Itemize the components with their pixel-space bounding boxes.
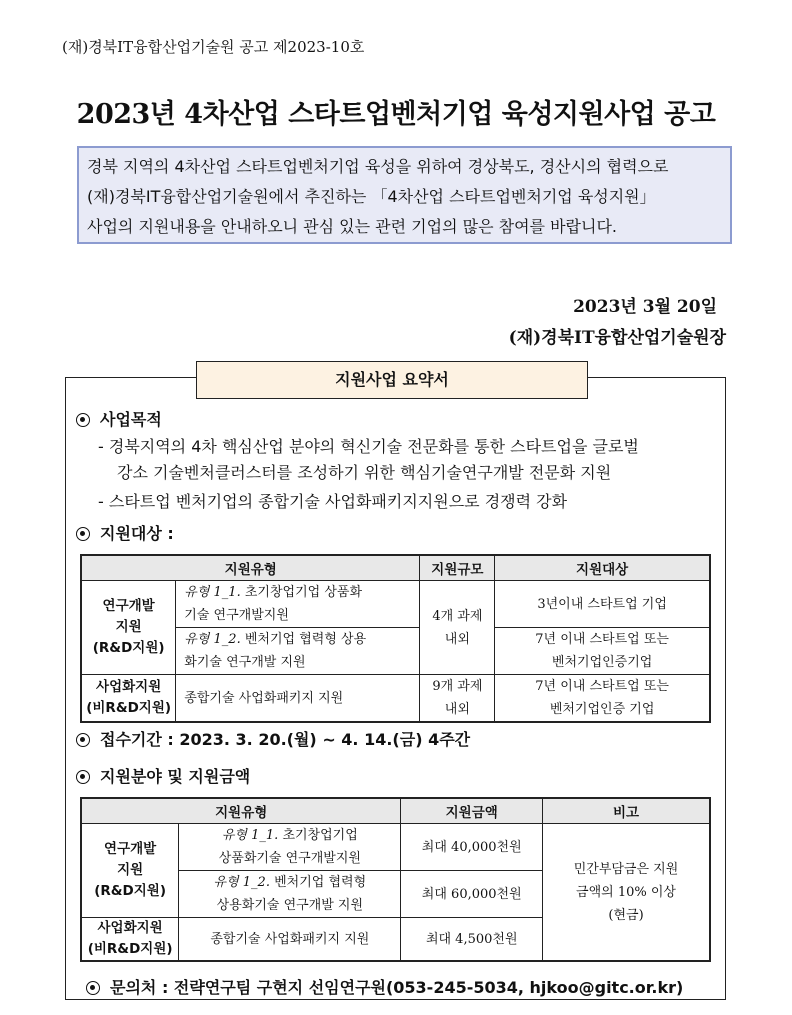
- bullet-icon: [76, 733, 90, 747]
- amount-cell: 최대 4,500천원: [401, 918, 543, 962]
- table-row: [81, 824, 710, 871]
- intro-line: (재)경북IT융합산업기술원에서 추진하는 「4차산업 스타트업벤처기업 육성지원」: [87, 187, 656, 206]
- target-table: [80, 554, 711, 723]
- page-title: 2023년 4차산업 스타트업벤처기업 육성지원사업 공고: [76, 99, 716, 130]
- type-cell: 종합기술 사업화패키지 지원: [176, 675, 420, 723]
- column-header: 지원대상: [495, 555, 710, 581]
- bullet-icon: [76, 770, 90, 784]
- table-row: [81, 628, 710, 675]
- purpose-line: - 경북지역의 4차 핵심산업 분야의 혁신기술 전문화를 통한 스타트업을 글로벌: [98, 437, 639, 456]
- type-cell: 유형 1_1. 초기창업기업 상품화 기술 연구개발지원: [176, 581, 420, 628]
- rd-category-cell: 연구개발 지원 (R&D지원): [81, 581, 176, 675]
- type-cell: 유형 1_2. 벤처기업 협력형 상용 화기술 연구개발 지원: [176, 628, 420, 675]
- column-header: 지원유형: [81, 555, 420, 581]
- bullet-icon: [86, 981, 100, 995]
- intro-line: 사업의 지원내용을 안내하오니 관심 있는 관련 기업의 많은 참여를 바랍니다.: [87, 217, 617, 236]
- purpose-heading-text: 사업목적: [100, 410, 162, 429]
- issuing-organization: (재)경북IT융합산업기술원장: [508, 328, 726, 348]
- note-cell: 민간부담금은 지원 금액의 10% 이상 (현금): [543, 824, 710, 962]
- scale-cell: 4개 과제 내외: [420, 581, 495, 675]
- summary-title: 지원사업 요약서: [196, 361, 588, 399]
- period-heading: [76, 727, 470, 750]
- amount-cell: 최대 40,000천원: [401, 824, 543, 871]
- target-cell: 7년 이내 스타트업 또는 벤처기업인증 기업: [495, 675, 710, 723]
- type-cell: 종합기술 사업화패키지 지원: [179, 918, 401, 962]
- column-header: 지원유형: [81, 798, 401, 824]
- intro-box: [77, 146, 732, 244]
- table-row: [81, 675, 710, 723]
- purpose-line: - 스타트업 벤처기업의 종합기술 사업화패키지지원으로 경쟁력 강화: [98, 492, 568, 511]
- amount-table: [80, 797, 711, 962]
- contact-line: [86, 975, 683, 998]
- biz-category-cell: 사업화지원 (비R&D지원): [81, 675, 176, 723]
- target-cell: 7년 이내 스타트업 또는 벤처기업인증기업: [495, 628, 710, 675]
- type-cell: 유형 1_2. 벤처기업 협력형 상용화기술 연구개발 지원: [179, 871, 401, 918]
- scale-cell: 9개 과제 내외: [420, 675, 495, 723]
- bullet-icon: [76, 527, 90, 541]
- column-header: 비고: [543, 798, 710, 824]
- column-header: 지원금액: [401, 798, 543, 824]
- amount-cell: 최대 60,000천원: [401, 871, 543, 918]
- target-cell: 3년이내 스타트업 기업: [495, 581, 710, 628]
- announcement-date: 2023년 3월 20일: [573, 297, 717, 317]
- type-cell: 유형 1_1. 초기창업기업 상품화기술 연구개발지원: [179, 824, 401, 871]
- target-heading: [76, 521, 174, 544]
- bullet-icon: [76, 413, 90, 427]
- contact-text: 문의처 : 전략연구팀 구현지 선임연구원(053-245-5034, hjkoo@gitc.or.kr): [110, 978, 684, 997]
- notice-number: (재)경북IT융합산업기술원 공고 제2023-10호: [62, 38, 365, 56]
- biz-category-cell: 사업화지원 (비R&D지원): [81, 918, 179, 962]
- amount-heading-text: 지원분야 및 지원금액: [100, 767, 251, 786]
- rd-category-cell: 연구개발 지원 (R&D지원): [81, 824, 179, 918]
- purpose-line: 강소 기술벤처클러스터를 조성하기 위한 핵심기술연구개발 전문화 지원: [117, 463, 612, 482]
- column-header: 지원규모: [420, 555, 495, 581]
- intro-line: 경북 지역의 4차산업 스타트업벤처기업 육성을 위하여 경상북도, 경산시의 협력으로: [87, 157, 669, 176]
- target-heading-text: 지원대상 :: [100, 524, 174, 543]
- table-row: [81, 581, 710, 628]
- period-heading-text: 접수기간 : 2023. 3. 20.(월) ~ 4. 14.(금) 4주간: [100, 730, 471, 749]
- amount-heading: [76, 764, 250, 787]
- purpose-heading: [76, 407, 162, 430]
